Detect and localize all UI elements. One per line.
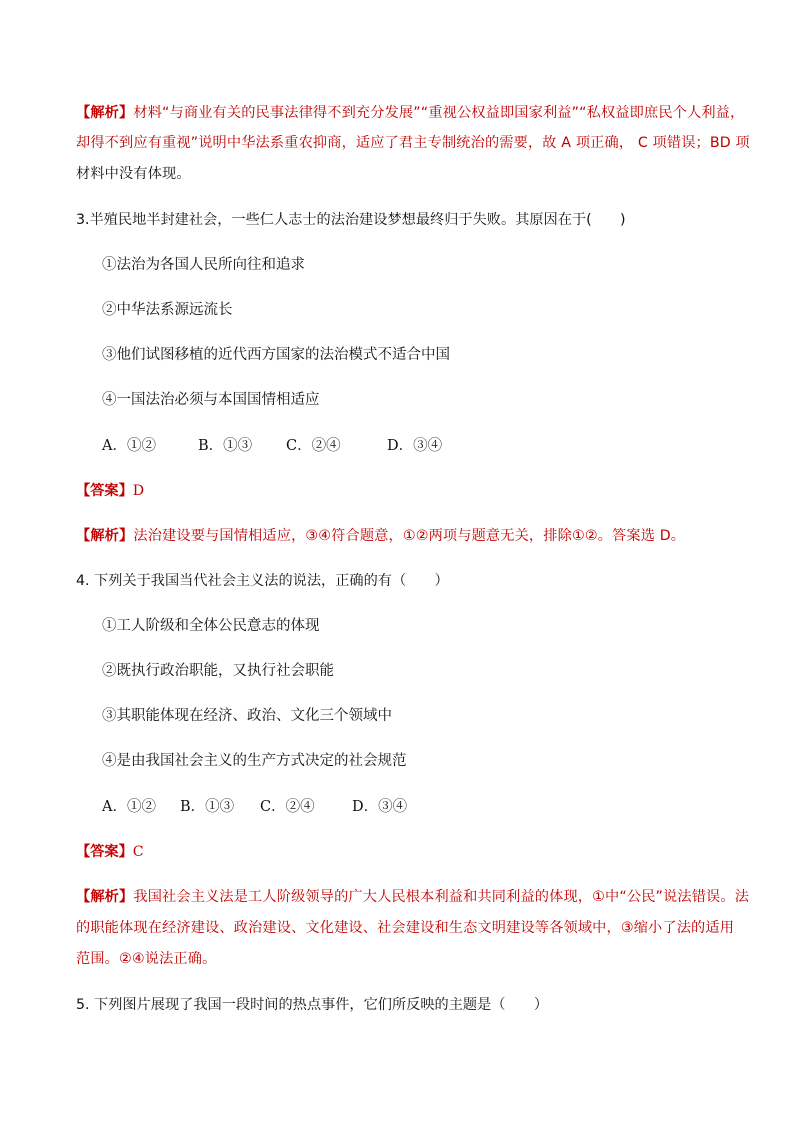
q5-stem: 5. 下列图片展现了我国一段时间的热点事件，它们所反映的主题是（ ） [76,997,549,1013]
q4-analysis-line-3: 范围。②④说法正确。 [76,951,217,967]
q4-analysis-line-2: 的职能体现在经济建设、政治建设、文化建设、社会建设和生态文明建设等各领域中，③缩小了法的适用 [76,920,735,936]
q3-stem: 3.半殖民地半封建社会，一些仁人志士的法治建设梦想最终归于失败。其原因在于( ) [76,212,626,228]
q3-answer [76,481,144,501]
q4-answer [76,842,144,862]
analysis-text: 法治建设要与国情相适应，③④符合题意，①②两项与题意无关，排除①②。答案选 D。 [133,528,686,544]
q4-option-3: ③其职能体现在经济、政治、文化三个领域中 [102,708,392,724]
q3-choice-b: B．①③ [198,438,253,454]
q4-option-2: ②既执行政治职能，又执行社会职能 [102,663,334,679]
q3-analysis [76,526,685,546]
q4-option-4: ④是由我国社会主义的生产方式决定的社会规范 [102,753,407,769]
q4-choice-a: A．①② [102,799,156,815]
q3-option-2: ②中华法系源远流长 [102,302,233,318]
q4-analysis-line-1 [76,887,749,907]
answer-label: 【答案】 [76,844,133,860]
q4-choice-d: D．③④ [352,799,408,815]
q4-option-1: ①工人阶级和全体公民意志的体现 [102,618,320,634]
q4-choice-b: B．①③ [180,799,235,815]
answer-label: 【答案】 [76,483,133,499]
q3-choice-c: C．②④ [286,438,341,454]
q2-analysis-line-3: 材料中没有体现。 [76,166,191,182]
q3-choice-a: A．①② [102,438,156,454]
q3-option-3: ③他们试图移植的近代西方国家的法治模式不适合中国 [102,347,450,363]
q4-choice-c: C．②④ [260,799,315,815]
q3-answer-value: D [132,483,145,499]
q3-option-1: ①法治为各国人民所向往和追求 [102,257,305,273]
q4-answer-value: C [132,844,144,860]
analysis-label: 【解析】 [76,528,134,544]
analysis-label: 【解析】 [76,889,134,905]
q4-stem: 4. 下列关于我国当代社会主义法的说法，正确的有（ ） [76,573,449,589]
analysis-label: 【解析】 [76,105,134,121]
q2-analysis-line-2: 却得不到应有重视”说明中华法系重农抑商，适应了君主专制统治的需要，故 A 项正确， C 项错误；BD 项 [76,135,750,151]
analysis-text: 我国社会主义法是工人阶级领导的广大人民根本利益和共同利益的体现，①中“公民”说法错误。法 [133,889,750,905]
analysis-text: 材料“与商业有关的民事法律得不到充分发展”“重视公权益即国家利益”“私权益即庶民个人利益， [133,105,745,121]
q2-analysis-line-1 [76,103,744,123]
q3-choice-d: D．③④ [387,438,443,454]
q3-option-4: ④一国法治必须与本国国情相适应 [102,392,320,408]
